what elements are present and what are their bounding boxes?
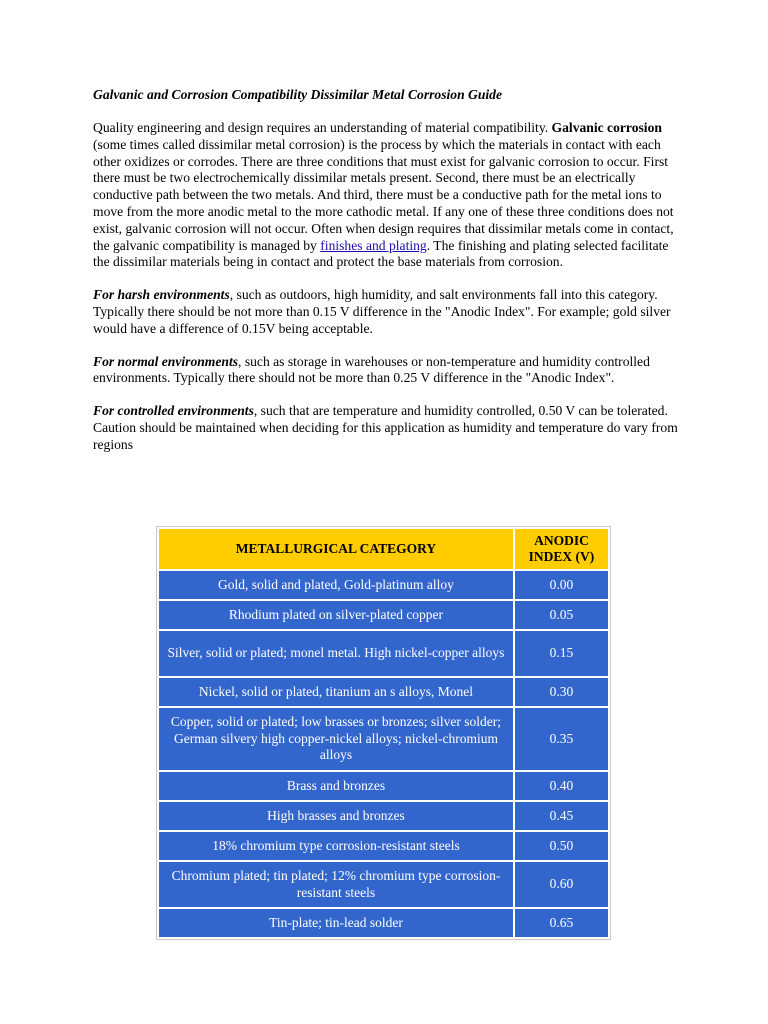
row-anodic-index: 0.35 <box>515 708 608 770</box>
row-category: Nickel, solid or plated, titanium an s alloys, Monel <box>159 678 513 706</box>
normal-environments-paragraph <box>93 354 683 388</box>
controlled-environments-paragraph <box>93 403 683 453</box>
finishes-and-plating-link[interactable]: finishes and plating <box>320 237 427 253</box>
table-row <box>159 862 608 907</box>
intro-body: (some times called dissimilar metal corrosion) is the process by which the materials in contact with each other oxidizes or corrodes. There are three conditions that must exist for galvanic corrosion to occur. First there must be two electrochemically dissimilar metals present. Second, there must be an electrically conductive path between the two metals. And third, there must be a conductive path for the metal ions to move from the more anodic metal to the more cathodic metal. If any one of these three conditions does not exist, galvanic corrosion will not occur. Often when design requires that dissimilar metals come in contact, the galvanic compatibility is managed by <box>93 136 674 253</box>
normal-environments-label: For normal environments <box>93 353 239 369</box>
table-row <box>159 832 608 860</box>
row-anodic-index: 0.40 <box>515 772 608 800</box>
controlled-environments-label: For controlled environments <box>93 403 254 419</box>
table-row <box>159 601 608 629</box>
table-row <box>159 571 608 599</box>
row-category: Gold, solid and plated, Gold-platinum alloy <box>159 571 513 599</box>
row-category: High brasses and bronzes <box>159 802 513 830</box>
galvanic-corrosion-term: Galvanic corrosion <box>551 120 662 135</box>
row-anodic-index: 0.65 <box>515 909 608 937</box>
harsh-environments-label: For harsh environments <box>93 287 230 303</box>
table-row <box>159 802 608 830</box>
intro-paragraph <box>93 120 683 271</box>
header-anodic-index: ANODIC INDEX (V) <box>515 529 608 569</box>
intro-lead: Quality engineering and design requires an understanding of material compatibility. <box>93 120 549 135</box>
table-row <box>159 708 608 770</box>
row-category: Copper, solid or plated; low brasses or bronzes; silver solder; German silvery high copper-nickel alloys; nickel-chromium alloys <box>159 708 513 770</box>
table-row <box>159 909 608 937</box>
row-anodic-index: 0.50 <box>515 832 608 860</box>
header-metallurgical-category: METALLURGICAL CATEGORY <box>159 529 513 569</box>
row-anodic-index: 0.00 <box>515 571 608 599</box>
anodic-index-table <box>156 526 611 940</box>
harsh-environments-text: , such as outdoors, high humidity, and salt environments fall into this category. Typically there should be not more than 0.15 V difference in the "Anodic Index". For example; gold silver would have a difference of 0.15V being acceptable. <box>93 287 671 336</box>
row-category: Silver, solid or plated; monel metal. High nickel-copper alloys <box>159 631 513 676</box>
row-anodic-index: 0.15 <box>515 631 608 676</box>
row-anodic-index: 0.45 <box>515 802 608 830</box>
row-anodic-index: 0.05 <box>515 601 608 629</box>
row-category: Chromium plated; tin plated; 12% chromium type corrosion-resistant steels <box>159 862 513 907</box>
harsh-environments-paragraph <box>93 287 683 337</box>
intro-body-end: . The finishing and plating selected facilitate the dissimilar materials being in contact and protect the base materials from corrosion. <box>93 237 669 270</box>
table-row <box>159 772 608 800</box>
row-anodic-index: 0.30 <box>515 678 608 706</box>
row-category: Tin-plate; tin-lead solder <box>159 909 513 937</box>
row-category: 18% chromium type corrosion-resistant steels <box>159 832 513 860</box>
document-body <box>93 86 683 470</box>
table-row <box>159 678 608 706</box>
table-header-row <box>159 529 608 569</box>
row-category: Rhodium plated on silver-plated copper <box>159 601 513 629</box>
normal-environments-text: , such as storage in warehouses or non-temperature and humidity controlled environments. Typically there should not be more than 0.25 V difference in the "Anodic Index". <box>93 353 650 386</box>
table-row <box>159 631 608 676</box>
row-anodic-index: 0.60 <box>515 862 608 907</box>
document-title: Galvanic and Corrosion Compatibility Dissimilar Metal Corrosion Guide <box>93 87 503 102</box>
row-category: Brass and bronzes <box>159 772 513 800</box>
controlled-environments-text: , such that are temperature and humidity controlled, 0.50 V can be tolerated. Caution should be maintained when deciding for this application as humidity and temperature do vary from regions <box>93 403 678 452</box>
